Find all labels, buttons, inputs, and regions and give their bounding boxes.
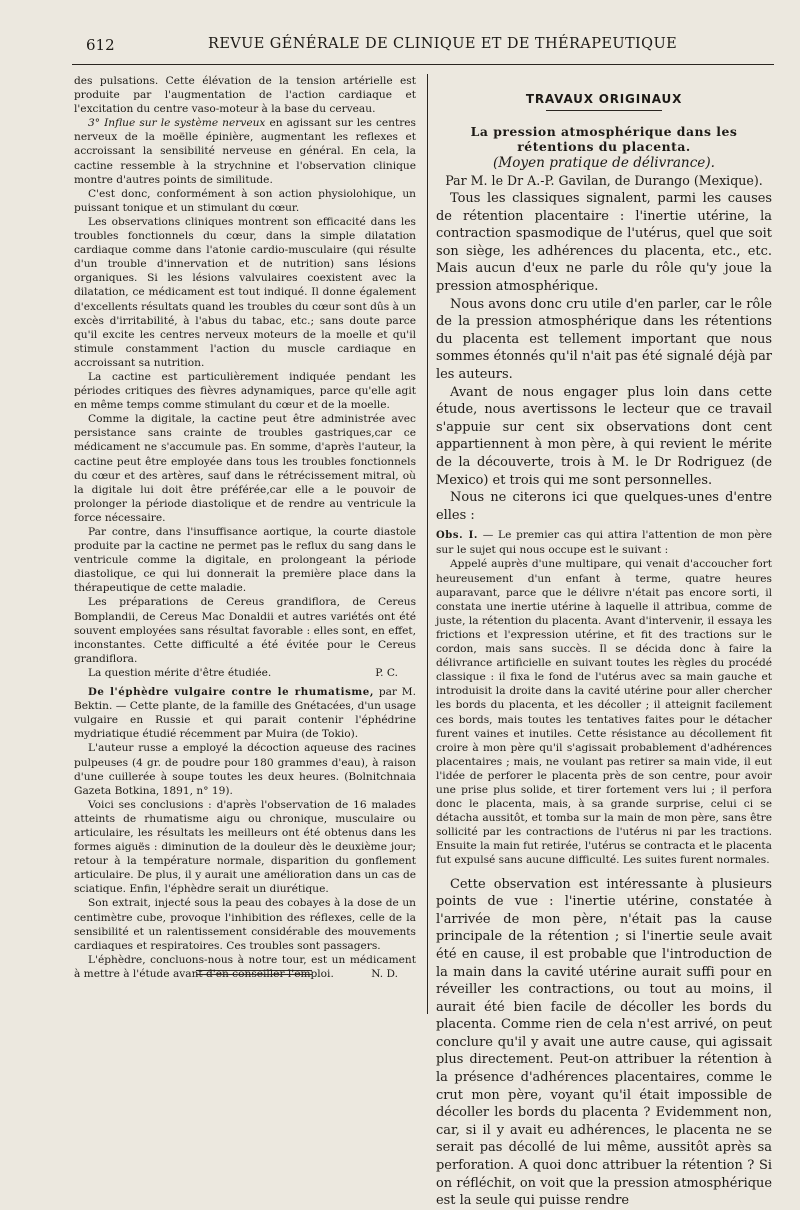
page-header [72,36,762,58]
author-initials: N. D. [371,967,398,980]
section-label: TRAVAUX ORIGINAUX [525,92,683,106]
paragraph: L'auteur russe a employé la décoction aqueuse des racines pulpeuses (4 gr. de poudre pour 180 grammes d'eau), à raison d'une cuillerée à soupe toutes les deux heures. (Bolnitchnaia Gazeta Botkina, 1891, n° 19). [74,742,416,797]
observation-text: Appelé auprès d'une multipare, qui venait d'accoucher fort heureusement d'un enfant à terme, quatre heures auparavant, parce que le délivre n'était pas encore sorti, il constata une inertie utérine à laquelle il attribua, comme de juste, la rétention du placenta. Avant d'intervenir, il essaya les frictions et l'expression utérine, et fit des tractions sur le cordon, mais sans succès. Il se décida donc à faire la délivrance artificielle en suivant toutes les règles du procédé classique : il fixa le fond de l'utérus avec sa main gauche et introduisit la droite dans la cavité utérine pour aller chercher les bords du placenta, et les décoller ; il atteignit facilement ces bords, mais toutes les tentatives faites pour le détacher furent vaines et inutiles. Cette résistance au décollement fit croire à mon père qu'il s'agissait probablement d'adhérences placentaires ; mais, ne voulant pas retirer sa main vide, il eut l'idée de perforer le placenta près de son centre, pour avoir une prise plus solide, et tirer fortement vers lui ; il perfora donc le placenta, mais, à sa grande surprise, celui ci se détacha aussitôt, et tomba sur la main de mon père, sans être sollicité par les contractions de l'utérus ni par les tractions. Ensuite la main fut retirée, l'utérus se contracta et le placenta fut expulsé sans aucune difficulté. Les suites furent normales. [436,558,772,867]
paragraph [74,953,416,981]
paragraph [74,116,416,186]
paragraph: des pulsations. Cette élévation de la tension artérielle est produite par l'augmentation de l'action cardiaque et l'excitation du centre vaso-moteur à la base du cerveau. [74,75,416,116]
author-initials: P. C. [375,666,398,679]
page-number: 612 [86,36,115,54]
paragraph: Cette observation est intéressante à plusieurs points de vue : l'inertie utérine, constatée à l'arrivée de mon père, n'était pas la cause principale de la rétention ; si l'inertie seule avait été en cause, il est probable que l'introduction de la main dans la cavité utérine aurait suffi pour en réveiller les contractions, ou tout au moins, il aurait été bien facile de décoller les bords du placenta. Comme rien de cela n'est arrivé, on peut conclure qu'il y avait une autre cause, qui agissait plus directement. Peut-on attribuer la rétention à la présence d'adhérences placentaires, comme le crut mon père, voyant qu'il était impossible de décoller les bords du placenta ? Evidemment non, car, si il y avait eu adhérences, le placenta ne se serait pas décollé de lui même, aussitôt après sa perforation. A quoi donc attribuer la rétention ? Si on réfléchit, on voit que la pression atmosphérique est la seule qui puisse rendre [436,876,772,1209]
item-label: 3° Influe sur le système nerveux [88,117,266,130]
article-subtitle: (Moyen pratique de délivrance). [493,155,715,171]
right-column [436,74,773,1209]
paragraph: Avant de nous engager plus loin dans cette étude, nous avertissons le lecteur que ce travail s'appuie sur cent six observations dont cent appartiennent à mon père, à qui revient le mérite de la découverte, trois à M. le Dr Rodriguez (de Mexico) et trois qui me sont personnelles. [436,384,772,488]
paragraph: Nous avons donc cru utile d'en parler, car le rôle de la pression atmosphérique dans les rétentions du placenta est tellement important que nous sommes étonnés qu'il n'ait pas été signalé déjà par les auteurs. [436,296,772,382]
paragraph [74,685,416,741]
paragraph: La cactine est particulièrement indiquée pendant les périodes critiques des fièvres adynamiques, parce qu'elle agit en même temps comme stimulant du cœur et de la moelle. [74,370,416,412]
paragraph-signed [74,666,416,680]
article-runin-title: De l'éphèdre vulgaire contre le rhumatisme, [88,686,375,699]
paragraph: Nous ne citerons ici que quelques-unes d'entre elles : [436,490,772,523]
running-title: REVUE GÉNÉRALE DE CLINIQUE ET DE THÉRAPEUTIQUE [208,36,678,52]
column-divider [427,74,428,1014]
paragraph: Tous les classiques signalent, parmi les causes de rétention placentaire : l'inertie utérine, la contraction spasmodique de l'utérus, quel que soit son siège, les adhérences du placenta, etc., etc. Mais aucun d'eux ne parle du rôle qu'y joue la pression atmosphérique. [436,191,772,294]
left-column [74,74,416,980]
paragraph: Son extrait, injecté sous la peau des cobayes à la dose de un centimètre cube, provoque l'inhibition des réflexes, celle de la sensibilité et un ralentissement considérable des mouvements cardiaques et respiratoires. Ces troubles sont passagers. [74,897,416,952]
byline: Par M. le Dr A.-P. Gavilan, de Durango (Mexique). [445,173,763,188]
paragraph: Par contre, dans l'insuffisance aortique, la courte diastole produite par la cactine ne permet pas le reflux du sang dans le ventricule comme la digitale, en prolongeant la période diastolique, ce qui lui donnerait la première place dans la thérapeutique de cette maladie. [74,526,416,595]
item-text: en agissant sur les centres nerveux de la moëlle épinière, augmentant les reflexes et accroissant la sensibilité nerveuse en général. En cela, la cactine ressemble à la strychnine et l'observation clinique montre d'autres points de similitude. [74,117,416,186]
end-rule [196,974,312,975]
paragraph-text: La question mérite d'être étudiée. [88,666,272,679]
article-title: La pression atmosphérique dans les rétentions du placenta. [470,124,738,154]
item-text: par M. Bektin. — Cette plante, de la famille des Gnétacées, d'un usage vulgaire en Russie et qui parait contenir l'éphédrine mydriatique étudié récemment par Muira (de Tokio). [74,686,416,741]
observation-intro [436,528,772,557]
observation-label: Obs. I. [436,530,479,542]
item-text: — Le premier cas qui attira l'attention de mon père sur le sujet qui nous occupe est le suivant : [436,529,773,557]
paragraph: Les préparations de Cereus grandiflora, de Cereus Bomplandii, de Cereus Mac Donaldii et autres variétés ont été souvent employées sans résultat favorable : elles sont, en effet, inconstantes. Cette difficulté a été évitée pour le Cereus grandiflora. [74,596,416,665]
paragraph-text: L'éphèdre, concluons-nous à notre tour, est un médicament à mettre à l'étude avant d'en conseiller l'emploi. [74,953,416,980]
header-rule [72,64,774,65]
paragraph: Voici ses conclusions : d'après l'observation de 16 malades atteints de rhumatisme aigu ou chronique, musculaire ou articulaire, les résultats les meilleurs ont été obtenus dans les formes aiguës : diminution de la douleur dès le deuxième jour; retour à la température normale, disparition du gonflement articulaire. De plus, il y aurait une amélioration dans un cas de sciatique. Enfin, l'éphèdre serait un diurétique. [74,798,416,896]
end-rule [196,970,312,971]
section-label-rule [546,110,662,111]
paragraph: Comme la digitale, la cactine peut être administrée avec persistance sans crainte de troubles gastriques,car ce médicament ne s'accumule pas. En somme, d'après l'auteur, la cactine peut être employée dans tous les troubles fonctionnels du cœur et des artères, sauf dans le rétrécissement mitral, où la digitale lui doit être préférée,car elle a le pouvoir de prolonger la période diastolique et de rendre au ventricule la force nécessaire. [74,413,416,524]
paragraph: C'est donc, conformément à son action physiolohique, un puissant tonique et un stimulant du cœur. [74,187,416,214]
paragraph: Les observations cliniques montrent son efficacité dans les troubles fonctionnels du cœur, dans la simple dilatation cardiaque comme dans l'atonie cardio-musculaire (qui résulte d'un trouble d'innervation et de nutrition) sans lésions organiques. Si les lésions valvulaires coexistent avec la dilatation, ce médicament est tout indiqué. Il donne également d'excellents résultats quand les troubles du cœur sont dûs à un excès d'irritabilité, à l'abus du tabac, etc.; sans doute parce qu'il excite les centres nerveux moteurs de la moelle et qu'il stimule constamment l'action du muscle cardiaque en accroissant sa nutrition. [74,215,416,369]
